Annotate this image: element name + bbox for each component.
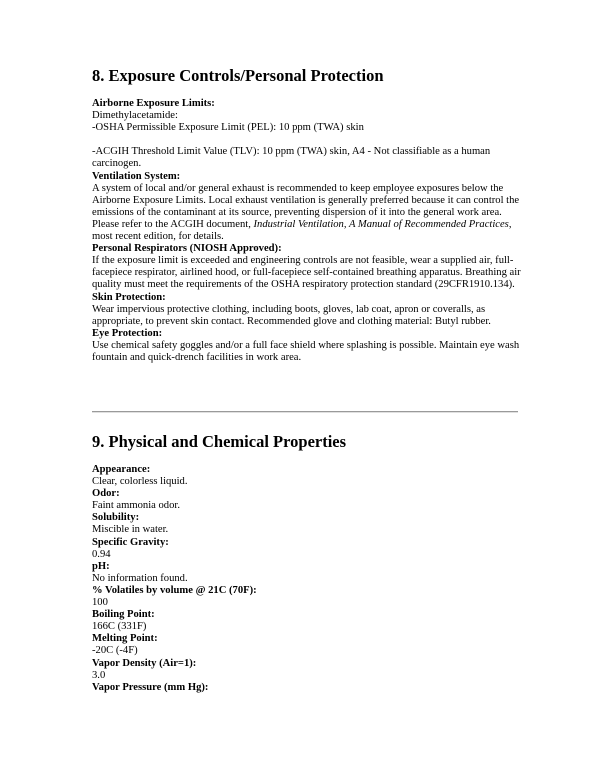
- property-value: No information found.: [92, 572, 188, 584]
- property-value: Faint ammonia odor.: [92, 500, 180, 512]
- property-label: pH:: [92, 560, 110, 572]
- property-value: 3.0: [92, 669, 106, 681]
- property-label: Solubility:: [92, 512, 140, 524]
- section-8-heading: 8. Exposure Controls/Personal Protection: [92, 66, 384, 85]
- property-value: 100: [92, 597, 108, 609]
- property-value: 0.94: [92, 548, 111, 560]
- airborne-line-1: Dimethylacetamide:: [92, 110, 178, 122]
- acgih-limit-text: -ACGIH Threshold Limit Value (TLV): 10 ppm (TWA) skin, A4 - Not classifiable as a human carcinogen.: [92, 146, 491, 170]
- property-label: Vapor Pressure (mm Hg):: [92, 681, 209, 693]
- section-divider: [92, 411, 518, 413]
- ventilation-text: [92, 183, 522, 243]
- ventilation-label: Ventilation System:: [92, 170, 181, 182]
- respirators-text: If the exposure limit is exceeded and engineering controls are not feasible, wear a supplied air, full-facepiece respirator, airlined hood, or full-facepiece self-contained breathing apparatus. Breathing air quality must meet the requirements of the OSHA respiratory protection standard (29CFR1910.134).: [92, 255, 521, 291]
- ventilation-text-a: A system of local and/or general exhaust is recommended to keep employee exposures below the Airborne Exposure Limits. Local exhaust ventilation is generally preferred because it can control the emissions of the contaminant at its source, preventing dispersion of it into the general work area. Please refer to the ACGIH document,: [92, 182, 520, 230]
- eye-protection-text: Use chemical safety goggles and/or a full face shield where splashing is possible. Maintain eye wash fountain and quick-drench facilities in work area.: [92, 339, 520, 363]
- property-label: Melting Point:: [92, 633, 158, 645]
- property-label: Vapor Density (Air=1):: [92, 657, 197, 669]
- skin-protection-text: Wear impervious protective clothing, including boots, gloves, lab coat, apron or coveralls, as appropriate, to prevent skin contact. Recommended glove and clothing material: Butyl rubber.: [92, 303, 491, 327]
- spacer: [92, 134, 522, 146]
- section-9-heading: 9. Physical and Chemical Properties: [92, 432, 347, 451]
- skin-protection-label: Skin Protection:: [92, 291, 166, 303]
- section-8-body: [92, 98, 522, 364]
- property-value: -20C (-4F): [92, 645, 138, 657]
- eye-protection-label: Eye Protection:: [92, 327, 163, 339]
- property-value: Clear, colorless liquid.: [92, 476, 188, 488]
- airborne-line-2: -OSHA Permissible Exposure Limit (PEL): 10 ppm (TWA) skin: [92, 122, 364, 134]
- respirators-label: Personal Respirators (NIOSH Approved):: [92, 243, 282, 255]
- property-label: Odor:: [92, 488, 120, 500]
- property-label: Boiling Point:: [92, 609, 155, 621]
- property-label: Specific Gravity:: [92, 536, 169, 548]
- ventilation-doc-title: Industrial Ventilation, A Manual of Recommended Practices: [253, 218, 509, 230]
- airborne-limits-label: Airborne Exposure Limits:: [92, 98, 215, 109]
- property-label: Appearance:: [92, 464, 151, 475]
- property-value: Miscible in water.: [92, 524, 169, 536]
- property-label: % Volatiles by volume @ 21C (70F):: [92, 584, 257, 596]
- ventilation-text-b: , most recent edition, for details.: [92, 218, 512, 243]
- section-9-body: [92, 464, 522, 694]
- property-value: 166C (331F): [92, 621, 147, 633]
